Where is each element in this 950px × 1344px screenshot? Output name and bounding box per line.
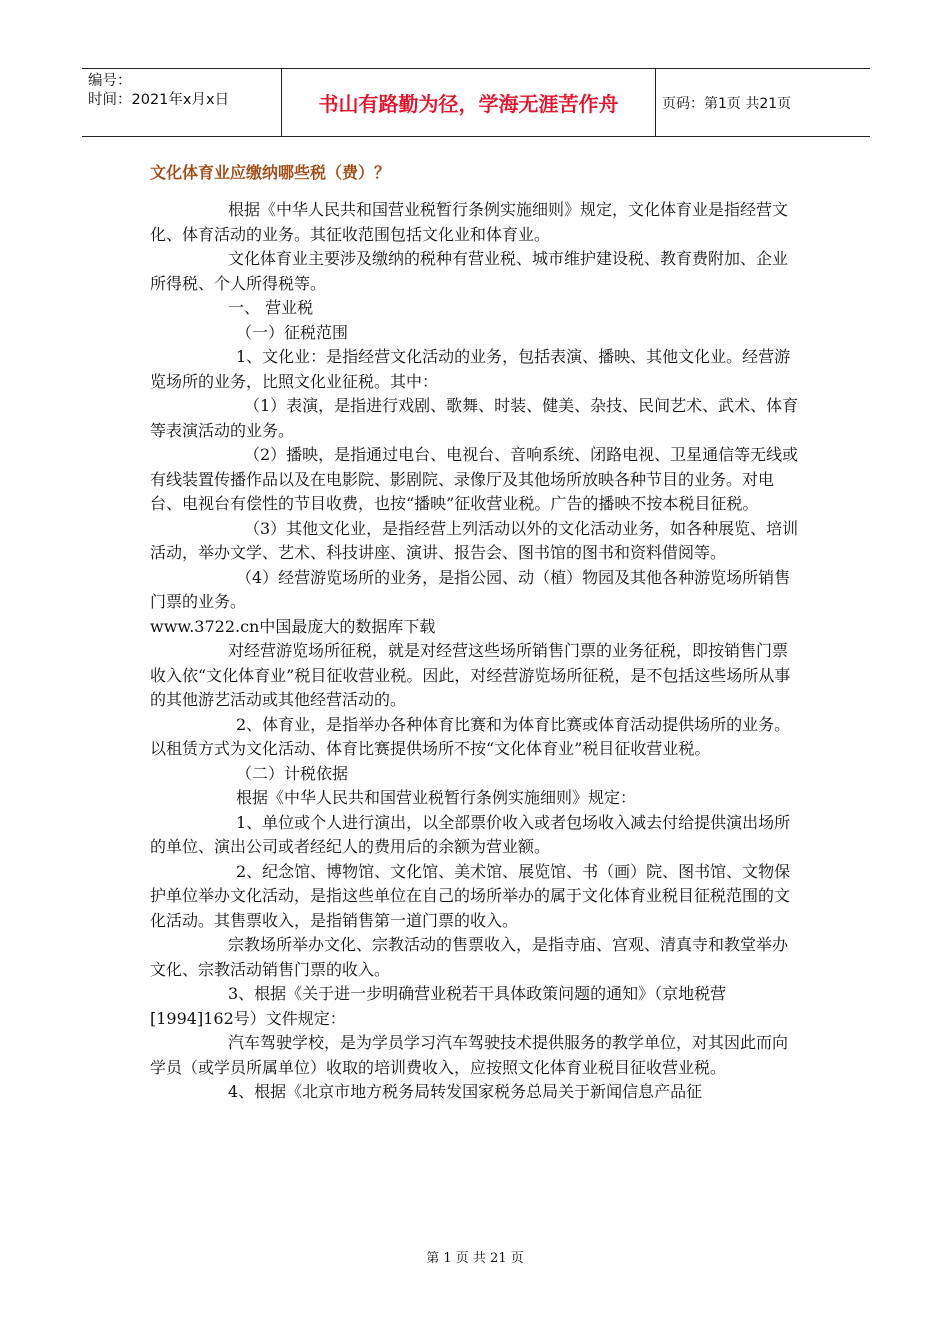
number-label: 编号：	[88, 73, 132, 89]
paragraph: 对经营游览场所征税，就是对经营这些场所销售门票的业务征税，即按销售门票收入依“文化体育业”税目征收营业税。因此，对经营游览场所征税，是不包括这些场所从事的其他游艺活动或其他经营活动的。	[150, 641, 791, 709]
paragraph: 4、根据《北京市地方税务局转发国家税务总局关于新闻信息产品征	[228, 1082, 703, 1101]
header-meta	[82, 69, 282, 136]
document-body	[150, 198, 800, 1105]
subsection-heading: （一）征税范围	[236, 322, 349, 342]
paragraph: 3、根据《关于进一步明确营业税若干具体政策问题的通知》（京地税营[1994]162号）文件规定：	[150, 984, 727, 1028]
paragraph: 宗教场所举办文化、宗教活动的售票收入，是指寺庙、宫观、清真寺和教堂举办文化、宗教活动销售门票的收入。	[150, 935, 789, 979]
paragraph: （1）表演，是指进行戏剧、歌舞、时装、健美、杂技、民间艺术、武术、体育等表演活动的业务。	[150, 396, 799, 440]
paragraph: （2）播映，是指通过电台、电视台、音响系统、闭路电视、卫星通信等无线或有线装置传播作品以及在电影院、影剧院、录像厅及其他场所放映各种节目的业务。对电台、电视台有偿性的节目收费，也按“播映”征收营业税。广告的播映不按本税目征税。	[150, 445, 799, 513]
header-page-info: 页码：第1页 共21页	[662, 95, 792, 112]
paragraph: （3）其他文化业，是指经营上列活动以外的文化活动业务，如各种展览、培训活动，举办文学、艺术、科技讲座、演讲、报告会、图书馆的图书和资料借阅等。	[150, 518, 799, 562]
header-motto: 书山有路勤为径，学海无涯苦作舟	[282, 69, 656, 136]
paragraph: 2、体育业，是指举办各种体育比赛和为体育比赛或体育活动提供场所的业务。以租赁方式为文化活动、体育比赛提供场所不按“文化体育业”税目征收营业税。	[150, 714, 791, 758]
subsection-heading: （二）计税依据	[236, 763, 349, 783]
time-label: 时间：2021年x月x日	[88, 92, 230, 108]
paragraph: 文化体育业主要涉及缴纳的税种有营业税、城市维护建设税、教育费附加、企业所得税、个人所得税等。	[150, 249, 789, 293]
document-title: 文化体育业应缴纳哪些税（费）？	[150, 163, 391, 182]
paragraph: （4）经营游览场所的业务，是指公园、动（植）物园及其他各种游览场所销售门票的业务。	[150, 567, 791, 611]
section-heading: 一、 营业税	[228, 298, 314, 317]
page-footer: 第 1 页 共 21 页	[426, 1251, 524, 1266]
paragraph: 根据《中华人民共和国营业税暂行条例实施细则》规定，文化体育业是指经营文化、体育活动的业务。其征收范围包括文化业和体育业。	[150, 200, 789, 244]
paragraph: 1、文化业：是指经营文化活动的业务，包括表演、播映、其他文化业。经营游览场所的业务，比照文化业征税。其中：	[150, 347, 791, 391]
paragraph: 1、单位或个人进行演出，以全部票价收入或者包场收入减去付给提供演出场所的单位、演出公司或者经纪人的费用后的余额为营业额。	[150, 812, 791, 856]
watermark-text: www.3722.cn中国最庞大的数据库下载	[150, 616, 436, 636]
paragraph: 2、纪念馆、博物馆、文化馆、美术馆、展览馆、书（画）院、图书馆、文物保护单位举办文化活动，是指这些单位在自己的场所举办的属于文化体育业税目征税范围的文化活动。其售票收入，是指销售第一道门票的收入。	[150, 861, 791, 930]
paragraph: 汽车驾驶学校，是为学员学习汽车驾驶技术提供服务的教学单位，对其因此而向学员（或学员所属单位）收取的培训费收入，应按照文化体育业税目征收营业税。	[150, 1033, 789, 1077]
page-header	[82, 68, 870, 137]
paragraph: 根据《中华人民共和国营业税暂行条例实施细则》规定：	[236, 788, 637, 807]
